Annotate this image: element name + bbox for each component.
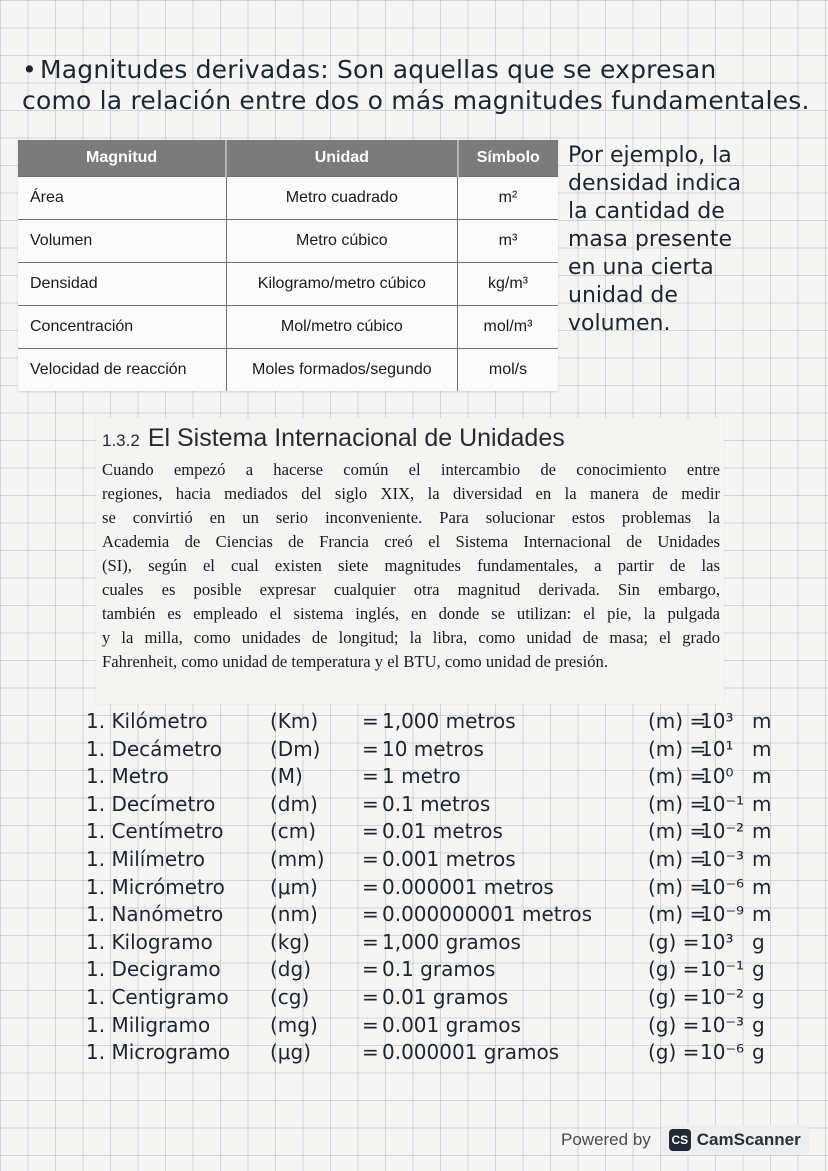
paragraph-line: y la milla, como unidades de longitud; la libra, como unidad de masa; el grado bbox=[102, 628, 720, 647]
unit-abbreviation: (mg) bbox=[270, 1012, 318, 1037]
base-unit-symbol: (m) = bbox=[648, 791, 707, 816]
base-unit-symbol: (g) = bbox=[648, 1012, 700, 1037]
unit-value: 0.001 metros bbox=[382, 847, 516, 871]
power-of-ten: 10³ bbox=[700, 929, 734, 954]
power-of-ten: 10¹ bbox=[700, 736, 734, 761]
power-of-ten: 10⁻¹ bbox=[700, 957, 745, 982]
equals-sign: = bbox=[362, 1012, 379, 1037]
unit-row bbox=[0, 763, 828, 789]
base-unit: m bbox=[752, 902, 772, 927]
base-unit: m bbox=[752, 847, 772, 871]
table-cell: Moles formados/segundo bbox=[226, 349, 457, 392]
unit-abbreviation: (dg) bbox=[270, 957, 311, 982]
unit-abbreviation: (Dm) bbox=[270, 736, 321, 761]
unit-value: 0.000000001 metros bbox=[382, 902, 593, 927]
base-unit: g bbox=[752, 1040, 765, 1065]
base-unit-symbol: (g) = bbox=[648, 929, 700, 954]
table-row bbox=[18, 349, 558, 392]
power-of-ten: 10³ bbox=[700, 709, 734, 733]
unit-value: 0.001 gramos bbox=[382, 1012, 521, 1037]
power-of-ten: 10⁰ bbox=[700, 764, 734, 789]
example-line: densidad indica bbox=[568, 171, 742, 196]
unit-name: 1. Kilómetro bbox=[86, 709, 208, 733]
base-unit: g bbox=[752, 957, 765, 982]
base-unit-symbol: (g) = bbox=[648, 985, 700, 1009]
powered-by-text: Powered by bbox=[561, 1130, 651, 1149]
unit-abbreviation: (cm) bbox=[270, 819, 317, 844]
unit-name: 1. Metro bbox=[86, 764, 169, 789]
unit-row bbox=[0, 984, 828, 1010]
header-simbolo: Símbolo bbox=[458, 140, 559, 177]
unit-row bbox=[0, 929, 828, 955]
base-unit-symbol: (g) = bbox=[648, 1040, 700, 1065]
equals-sign: = bbox=[362, 902, 379, 927]
equals-sign: = bbox=[362, 1040, 379, 1065]
base-unit-symbol: (g) = bbox=[648, 957, 700, 982]
camscanner-name: CamScanner bbox=[696, 1130, 801, 1149]
example-line: volumen. bbox=[568, 311, 671, 336]
table-header-row bbox=[18, 140, 558, 177]
power-of-ten: 10⁻⁶ bbox=[700, 874, 745, 899]
table-cell: kg/m³ bbox=[458, 263, 559, 306]
unit-abbreviation: (mm) bbox=[270, 847, 325, 871]
intro-note bbox=[22, 54, 812, 116]
equals-sign: = bbox=[362, 791, 379, 816]
unit-row bbox=[0, 1012, 828, 1038]
section-body bbox=[102, 458, 720, 674]
table-cell: Densidad bbox=[18, 263, 226, 306]
base-unit: m bbox=[752, 764, 772, 789]
unit-abbreviation: (μm) bbox=[270, 874, 318, 899]
unit-row bbox=[0, 901, 828, 927]
unit-abbreviation: (dm) bbox=[270, 791, 318, 816]
table-row bbox=[18, 306, 558, 349]
unit-value: 0.01 gramos bbox=[382, 985, 509, 1009]
base-unit-symbol: (m) = bbox=[648, 902, 707, 927]
table-cell: m² bbox=[458, 177, 559, 220]
unit-row bbox=[0, 846, 828, 872]
unit-name: 1. Centímetro bbox=[86, 819, 224, 844]
unit-name: 1. Nanómetro bbox=[86, 902, 224, 927]
equals-sign: = bbox=[362, 985, 379, 1009]
table-row bbox=[18, 177, 558, 220]
unit-value: 1,000 gramos bbox=[382, 929, 521, 954]
example-line: Por ejemplo, la bbox=[568, 143, 732, 168]
paragraph-line: Fahrenheit, como unidad de temperatura y el BTU, como unidad de presión. bbox=[102, 652, 608, 671]
table-cell: Kilogramo/metro cúbico bbox=[226, 263, 457, 306]
unit-name: 1. Microgramo bbox=[86, 1040, 231, 1065]
unit-value: 0.000001 gramos bbox=[382, 1040, 560, 1065]
intro-line-1 bbox=[22, 54, 812, 85]
unit-name: 1. Miligramo bbox=[86, 1012, 211, 1037]
base-unit-symbol: (m) = bbox=[648, 764, 707, 789]
section-title bbox=[102, 424, 565, 453]
unit-row bbox=[0, 708, 828, 734]
paragraph-line: también es empleado el sistema inglés, en donde se utilizan: el pie, la pulgada bbox=[102, 604, 720, 623]
power-of-ten: 10⁻⁹ bbox=[700, 902, 745, 927]
paragraph-line: Academia de Ciencias de Francia creó el Sistema Internacional de Unidades bbox=[102, 532, 720, 551]
unit-abbreviation: (cg) bbox=[270, 985, 310, 1009]
unit-row bbox=[0, 874, 828, 900]
unit-value: 10 metros bbox=[382, 736, 484, 761]
unit-name: 1. Micrómetro bbox=[86, 874, 225, 899]
unit-name: 1. Decímetro bbox=[86, 791, 216, 816]
example-line: la cantidad de bbox=[568, 199, 725, 224]
base-unit: m bbox=[752, 709, 772, 733]
table-cell: Metro cúbico bbox=[226, 220, 457, 263]
unit-row bbox=[0, 736, 828, 762]
example-line: masa presente bbox=[568, 227, 733, 252]
derived-magnitudes-table bbox=[18, 140, 558, 391]
paragraph-line: (SI), según el cual existen siete magnitudes fundamentales, a partir de las bbox=[102, 556, 720, 575]
table-cell: mol/m³ bbox=[458, 306, 559, 349]
base-unit-symbol: (m) = bbox=[648, 874, 707, 899]
paragraph-line: regiones, hacia mediados del siglo XIX, la diversidad en la manera de medir bbox=[102, 484, 720, 503]
unit-value: 0.01 metros bbox=[382, 819, 503, 844]
table-row bbox=[18, 263, 558, 306]
table-cell: Concentración bbox=[18, 306, 226, 349]
base-unit: g bbox=[752, 929, 765, 954]
table-row bbox=[18, 220, 558, 263]
base-unit: m bbox=[752, 736, 772, 761]
base-unit: m bbox=[752, 874, 772, 899]
table-cell: Velocidad de reacción bbox=[18, 349, 226, 392]
equals-sign: = bbox=[362, 847, 379, 871]
intro-text-1: Magnitudes derivadas: Son aquellas que se expresan bbox=[40, 55, 717, 84]
unit-value: 1 metro bbox=[382, 764, 461, 789]
intro-line-2: como la relación entre dos o más magnitudes fundamentales. bbox=[22, 86, 810, 115]
base-unit-symbol: (m) = bbox=[648, 709, 707, 733]
unit-name: 1. Decámetro bbox=[86, 736, 223, 761]
unit-abbreviation: (nm) bbox=[270, 902, 318, 927]
section-number: 1.3.2 bbox=[102, 431, 140, 450]
base-unit: g bbox=[752, 1012, 765, 1037]
paragraph-line: Cuando empezó a hacerse común el intercambio de conocimiento entre bbox=[102, 460, 720, 479]
base-unit-symbol: (m) = bbox=[648, 819, 707, 844]
base-unit-symbol: (m) = bbox=[648, 736, 707, 761]
si-section-clipping bbox=[96, 418, 724, 704]
unit-row bbox=[0, 818, 828, 844]
paragraph-line: cuales es posible expresar cualquier otra magnitud derivada. Sin embargo, bbox=[102, 580, 720, 599]
unit-abbreviation: (M) bbox=[270, 764, 303, 789]
equals-sign: = bbox=[362, 819, 379, 844]
equals-sign: = bbox=[362, 957, 379, 982]
unit-row bbox=[0, 1039, 828, 1065]
unit-name: 1. Centigramo bbox=[86, 985, 229, 1009]
unit-name: 1. Kilogramo bbox=[86, 929, 213, 954]
equals-sign: = bbox=[362, 736, 379, 761]
unit-value: 1,000 metros bbox=[382, 709, 516, 733]
section-title-text: El Sistema Internacional de Unidades bbox=[147, 424, 565, 452]
example-line: en una cierta bbox=[568, 255, 714, 280]
paragraph-line: se convirtió en un serio inconveniente. Para solucionar estos problemas la bbox=[102, 508, 720, 527]
equals-sign: = bbox=[362, 929, 379, 954]
power-of-ten: 10⁻³ bbox=[700, 1012, 745, 1037]
bullet: • bbox=[22, 55, 37, 84]
unit-name: 1. Decigramo bbox=[86, 957, 221, 982]
table-cell: m³ bbox=[458, 220, 559, 263]
table-cell: Volumen bbox=[18, 220, 226, 263]
base-unit-symbol: (m) = bbox=[648, 847, 707, 871]
power-of-ten: 10⁻¹ bbox=[700, 791, 745, 816]
power-of-ten: 10⁻² bbox=[700, 985, 745, 1009]
power-of-ten: 10⁻³ bbox=[700, 847, 745, 871]
unit-abbreviation: (μg) bbox=[270, 1040, 312, 1065]
equals-sign: = bbox=[362, 709, 379, 733]
base-unit: g bbox=[752, 985, 765, 1009]
example-note bbox=[568, 142, 818, 338]
unit-abbreviation: (Km) bbox=[270, 709, 319, 733]
unit-row bbox=[0, 956, 828, 982]
header-magnitud: Magnitud bbox=[18, 140, 226, 177]
header-unidad: Unidad bbox=[226, 140, 457, 177]
table-cell: mol/s bbox=[458, 349, 559, 392]
unit-value: 0.000001 metros bbox=[382, 874, 554, 899]
example-line: unidad de bbox=[568, 283, 678, 308]
power-of-ten: 10⁻⁶ bbox=[700, 1040, 745, 1065]
unit-abbreviation: (kg) bbox=[270, 929, 310, 954]
base-unit: m bbox=[752, 819, 772, 844]
equals-sign: = bbox=[362, 874, 379, 899]
table-cell: Metro cuadrado bbox=[226, 177, 457, 220]
base-unit: m bbox=[752, 791, 772, 816]
equals-sign: = bbox=[362, 764, 379, 789]
unit-row bbox=[0, 791, 828, 817]
table-cell: Mol/metro cúbico bbox=[226, 306, 457, 349]
unit-value: 0.1 metros bbox=[382, 791, 491, 816]
unit-name: 1. Milímetro bbox=[86, 847, 206, 871]
table-cell: Área bbox=[18, 177, 226, 220]
camscanner-watermark bbox=[561, 1124, 809, 1156]
power-of-ten: 10⁻² bbox=[700, 819, 745, 844]
camscanner-logo bbox=[661, 1125, 809, 1155]
camscanner-icon: CS bbox=[669, 1129, 691, 1151]
unit-value: 0.1 gramos bbox=[382, 957, 496, 982]
